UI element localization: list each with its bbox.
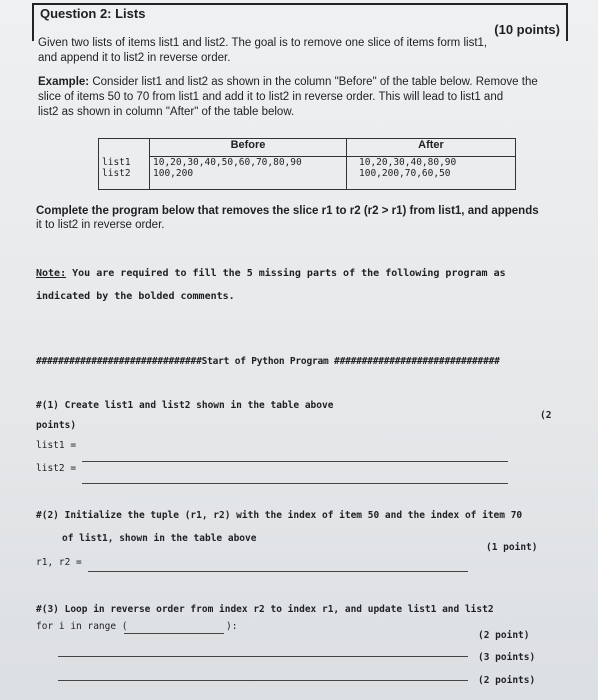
complete-line-1: Complete the program below that removes the slice r1 to r2 (r2 > r1) from list1, and appends: [36, 205, 539, 217]
part1-comment: #(1) Create list1 and list2 shown in the table above: [36, 400, 334, 411]
intro-line-1: Given two lists of items list1 and list2. The goal is to remove one slice of items form list1,: [38, 37, 488, 49]
part3-points-3: (2 points): [478, 675, 536, 686]
question-title: Question 2: Lists: [40, 6, 146, 21]
note-block: [36, 262, 506, 308]
after-list1: 10,20,30,40,80,90: [359, 157, 457, 169]
before-list2: 100,200: [153, 168, 194, 180]
before-list1: 10,20,30,40,50,60,70,80,90: [153, 157, 302, 169]
for-loop-suffix: ):: [226, 621, 238, 632]
r1-r2-label: r1, r2 =: [36, 557, 82, 568]
part3-points-1: (2 point): [478, 630, 530, 641]
complete-instruction: [36, 204, 539, 232]
example-line-1-text: Consider list1 and list2 as shown in the column "Before" of the table below. Remove the: [89, 76, 538, 88]
for-loop-prefix: for i in range (: [36, 621, 128, 632]
part3-comment: #(3) Loop in reverse order from index r2 to index r1, and update list1 and list2: [36, 604, 494, 615]
range-answer-blank[interactable]: [124, 633, 224, 634]
example-line-3: list2 as shown in column "After" of the table below.: [38, 106, 295, 118]
note-line-2: indicated by the bolded comments.: [36, 291, 235, 302]
row-names-cell: [99, 157, 150, 190]
list2-label: list2 =: [36, 463, 77, 474]
example-line-1: [38, 75, 538, 90]
note-label: Note:: [36, 268, 67, 279]
before-after-table: [98, 138, 516, 190]
question-points: (10 points): [494, 22, 560, 37]
example-label: Example:: [38, 76, 90, 88]
loop-line-2-blank[interactable]: [58, 680, 468, 681]
part1-points-a: (2: [540, 410, 552, 421]
r1-r2-answer-blank[interactable]: [88, 571, 468, 572]
list1-answer-blank[interactable]: [82, 461, 508, 462]
example-text: [38, 75, 538, 120]
part2-comment-2: of list1, shown in the table above: [62, 533, 257, 544]
table-corner-cell: [99, 139, 150, 157]
note-line-1: [36, 262, 506, 285]
after-values-cell: [347, 157, 516, 190]
example-line-2: slice of items 50 to 70 from list1 and add it to list2 in reverse order. This will lead to list1 and: [38, 91, 504, 103]
complete-line-2: it to list2 in reverse order.: [36, 219, 165, 231]
list1-label: list1 =: [36, 440, 77, 451]
after-header: After: [347, 139, 516, 157]
before-values-cell: [150, 157, 347, 190]
list2-answer-blank[interactable]: [82, 483, 508, 484]
intro-text: [38, 36, 487, 66]
part2-points: (1 point): [486, 542, 538, 553]
part1-points-b: points): [36, 420, 77, 431]
intro-line-2: and append it to list2 in reverse order.: [38, 52, 231, 64]
row-name-list1: list1: [102, 156, 131, 168]
loop-line-1-blank[interactable]: [58, 656, 468, 657]
part3-points-2: (3 points): [478, 652, 536, 663]
before-header: Before: [150, 139, 347, 157]
program-start-banner: ##############################Start of Python Program ##############################: [36, 356, 500, 367]
after-list2: 100,200,70,60,50: [359, 168, 451, 180]
note-line-1-text: You are required to fill the 5 missing parts of the following program as: [66, 268, 506, 279]
part2-comment-1: #(2) Initialize the tuple (r1, r2) with the index of item 50 and the index of item 70: [36, 510, 523, 521]
row-name-list2: list2: [102, 167, 131, 179]
